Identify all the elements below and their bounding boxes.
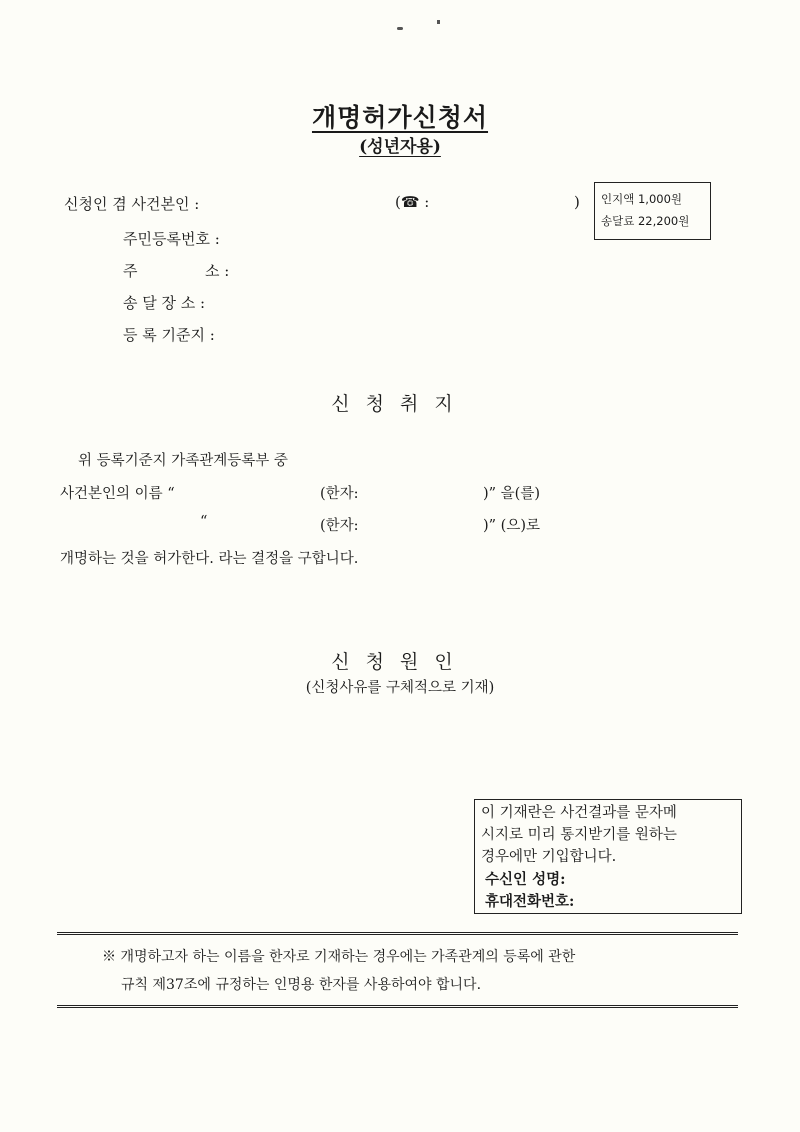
footnote-bottom-rule: [57, 1005, 738, 1008]
cause-note: (신청사유를 구체적으로 기재): [305, 680, 495, 696]
new-name-open-quote: “: [200, 514, 208, 530]
scan-speck: [437, 20, 440, 24]
new-name-hanja-label: (한자:: [320, 518, 359, 534]
purpose-line-1: 위 등록기준지 가족관계등록부 중: [78, 453, 288, 469]
current-name-hanja-label: (한자:: [320, 486, 359, 502]
fee-box: [594, 182, 711, 240]
purpose-conclusion: 개명하는 것을 허가한다. 라는 결정을 구합니다.: [60, 551, 359, 567]
phone-close: ): [574, 193, 580, 211]
document-title: 개명허가신청서: [311, 103, 489, 132]
new-name-close: )” (으)로: [483, 518, 541, 534]
registry-base-label: 등 록 기준지 :: [123, 326, 215, 344]
purpose-heading: 신청취지: [331, 393, 469, 415]
address-label-b: 소 :: [205, 262, 230, 280]
recipient-name-label: 수신인 성명:: [485, 871, 566, 888]
sms-notice-line-1: 이 기재란은 사건결과를 문자메: [481, 805, 677, 821]
sms-notice-line-3: 경우에만 기입합니다.: [481, 849, 617, 865]
phone-label: (☎ :: [395, 193, 430, 211]
address-label-a: 주: [123, 262, 138, 280]
rrn-label: 주민등록번호 :: [123, 230, 220, 248]
footnote-top-rule: [57, 932, 738, 935]
applicant-label: 신청인 겸 사건본인 :: [64, 195, 200, 213]
sms-notice-line-2: 시지로 미리 통지받기를 원하는: [481, 827, 677, 843]
document-subtitle: (성년자용): [359, 137, 441, 157]
sms-notice-box: [474, 799, 742, 914]
stamp-fee: 인지액 1,000원: [601, 192, 683, 206]
footnote-line-1: ※ 개명하고자 하는 이름을 한자로 기재하는 경우에는 가족관계의 등록에 관한: [102, 949, 576, 965]
delivery-fee: 송달료 22,200원: [601, 214, 690, 228]
current-name-close: )” 을(를): [483, 486, 541, 502]
delivery-address-label: 송 달 장 소 :: [123, 294, 206, 312]
cause-heading: 신청원인: [331, 651, 469, 673]
mobile-number-label: 휴대전화번호:: [485, 893, 575, 910]
scan-speck: [397, 27, 403, 30]
current-name-label: 사건본인의 이름 “: [60, 486, 175, 502]
footnote-line-2: 규칙 제37조에 규정하는 인명용 한자를 사용하여야 합니다.: [121, 977, 482, 993]
